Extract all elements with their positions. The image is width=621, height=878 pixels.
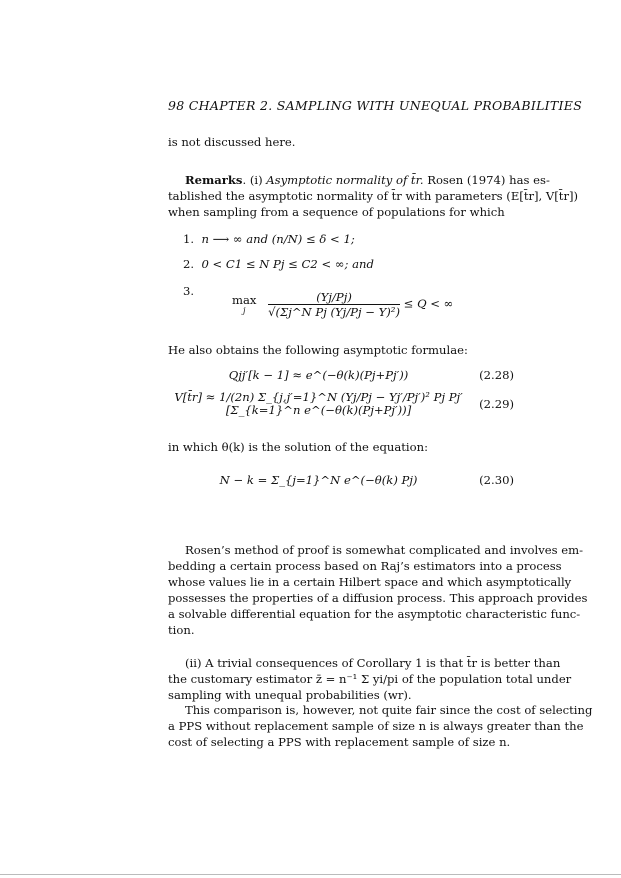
- condition-text: n ⟶ ∞ and (n/N) ≤ δ < 1;: [201, 232, 355, 246]
- intro-line: is not discussed here.: [168, 135, 296, 149]
- condition-3-formula: [232, 290, 453, 319]
- equation-2-30-row: [168, 474, 514, 487]
- condition-1: [183, 232, 529, 246]
- paragraph-line: possesses the properties of a diffusion process. This approach provides: [168, 591, 588, 605]
- paragraph-line: Rosen’s method of proof is somewhat complicated and involves em-: [185, 543, 584, 557]
- remarks-label: Remarks: [185, 173, 243, 187]
- remarks-text: . (i): [242, 173, 267, 187]
- equation-2-30: N − k = Σ_{j=1}^N e^(−θ(k) Pj): [219, 473, 418, 487]
- paragraph-line: sampling with unequal probabilities (wr).: [168, 688, 412, 702]
- equation-2-28-row: [168, 369, 514, 382]
- remarks-line-2: tablished the asymptotic normality of t̄r with parameters (E[t̄r], V[t̄r]): [168, 189, 579, 203]
- remarks-text: Rosen (1974) has es-: [423, 173, 550, 187]
- equation-2-28: Qjj′[k − 1] ≈ e^(−θ(k)(Pj+Pj′)): [228, 368, 409, 382]
- chapter-title: CHAPTER 2. SAMPLING WITH UNEQUAL PROBABILITIES: [188, 98, 583, 113]
- condition-number: 2.: [183, 257, 195, 271]
- paragraph-line: tion.: [168, 623, 195, 637]
- condition-text: 0 < C1 ≤ N Pj ≤ C2 < ∞; and: [201, 257, 374, 271]
- condition-3: [183, 284, 213, 298]
- paragraph-line: a PPS without replacement sample of size n is always greater than the: [168, 719, 584, 733]
- max-operator: max j: [232, 293, 257, 315]
- paragraph-line: the customary estimator z̄ = n⁻¹ Σ yi/pi of the population total under: [168, 672, 572, 686]
- in-which-line: in which θ(k) is the solution of the equation:: [168, 440, 428, 454]
- equation-number-2-30: (2.30): [479, 473, 514, 487]
- condition-number: 3.: [183, 284, 195, 298]
- paragraph-line: a solvable differential equation for the asymptotic characteristic func-: [168, 607, 581, 621]
- running-header: [168, 98, 583, 113]
- paragraph-line: This comparison is, however, not quite fair since the cost of selecting: [185, 703, 593, 717]
- page-bottom-border: [0, 874, 621, 875]
- also-obtains-line: He also obtains the following asymptotic formulae:: [168, 343, 468, 357]
- condition-number: 1.: [183, 232, 195, 246]
- page-number: 98: [168, 98, 185, 113]
- remarks-line-3: when sampling from a sequence of populations for which: [168, 205, 505, 219]
- paragraph-line: cost of selecting a PPS with replacement sample of size n.: [168, 735, 511, 749]
- remarks-line-1: [185, 173, 550, 187]
- denominator: √(Σj^N Pj (Yj/Pj − Y)²): [268, 305, 400, 319]
- numerator: (Yj/Pj): [316, 290, 352, 304]
- condition-2: [183, 257, 529, 271]
- equation-2-29: V[t̄r] ≈ 1/(2n) Σ_{j,j′=1}^N (Yj/Pj − Yj′/Pj′)² Pj Pj′ [Σ_{k=1}^n e^(−θ(k)(Pj+Pj′))]: [174, 390, 463, 417]
- fraction: [268, 290, 400, 319]
- equation-number-2-28: (2.28): [479, 368, 514, 382]
- paragraph-line: whose values lie in a certain Hilbert space and which asymptotically: [168, 575, 572, 589]
- remarks-heading: Asymptotic normality of t̄r.: [266, 173, 424, 187]
- inequality-rhs: ≤ Q < ∞: [403, 296, 454, 311]
- paragraph-line: bedding a certain process based on Raj’s estimators into a process: [168, 559, 562, 573]
- equation-2-29-row: [168, 391, 514, 417]
- equation-number-2-29: (2.29): [479, 396, 514, 411]
- paragraph-line: (ii) A trivial consequences of Corollary 1 is that t̄r is better than: [185, 656, 561, 670]
